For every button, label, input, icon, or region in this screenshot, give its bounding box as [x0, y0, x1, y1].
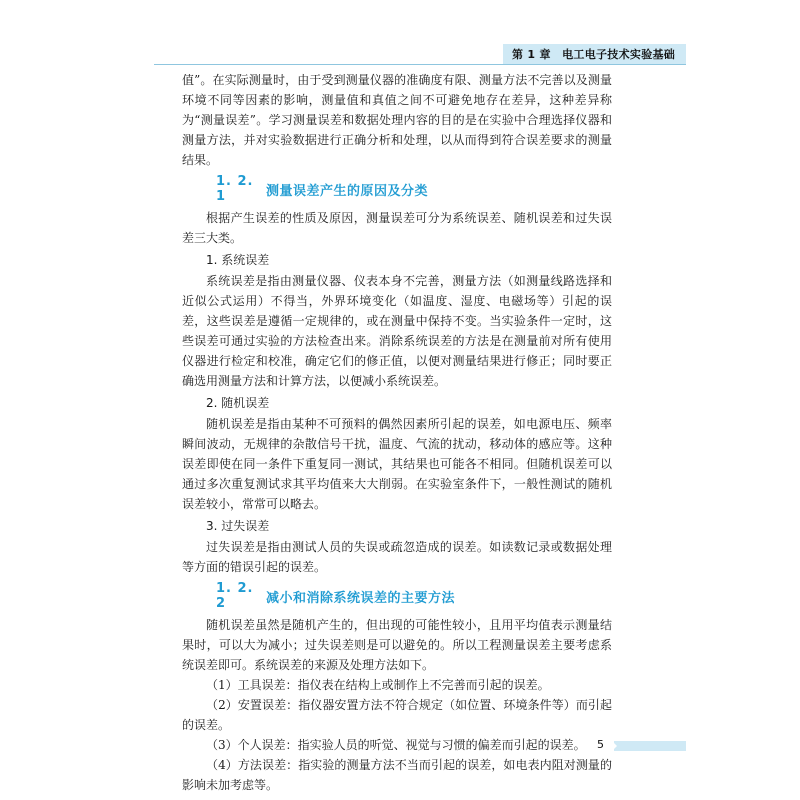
paragraph-gross-error: 过失误差是指由测试人员的失误或疏忽造成的误差。如读数记录或数据处理等方面的错误引起的误差。 [182, 540, 612, 574]
subheading-random-error: 2. 随机误差 [206, 396, 270, 410]
chapter-header: 第 1 章 电工电子技术实验基础 [512, 48, 676, 61]
section-heading-1-2-2 [182, 581, 612, 611]
list-item: （2）安置误差：指仪器安置方法不符合规定（如位置、环境条件等）而引起的误差。 [182, 698, 612, 732]
paragraph-random-error: 随机误差是指由某种不可预料的偶然因素所引起的误差，如电源电压、频率瞬间波动，无规律的杂散信号干扰，温度、气流的扰动，移动体的感应等。这种误差即使在同一条件下重复同一测试，其结果也可能各不相同。但随机误差可以通过多次重复测试求其平均值来大大削弱。在实验室条件下，一般性测试的随机误差较小，常常可以略去。 [182, 417, 612, 511]
section-number: 1. 2. 2 [216, 581, 254, 611]
subheading-systematic-error: 1. 系统误差 [206, 253, 270, 267]
page-body [182, 70, 612, 795]
footer-arrow-icon [612, 741, 617, 751]
section-number: 1. 2. 1 [216, 174, 254, 204]
intro-paragraph: 值”。在实际测量时，由于受到测量仪器的准确度有限、测量方法不完善以及测量环境不同等因素的影响，测量值和真值之间不可避免地存在差异，这种差异称为“测量误差”。学习测量误差和数据处理内容的目的是在实验中合理选择仪器和测量方法，并对实验数据进行正确分析和处理，以从而得到符合误差要求的测量结果。 [182, 73, 612, 167]
section-intro: 随机误差虽然是随机产生的，但出现的可能性较小，且用平均值表示测量结果时，可以大为减小；过失误差则是可以避免的。所以工程测量误差主要考虑系统误差即可。系统误差的来源及处理方法如下。 [182, 618, 612, 672]
page-number: 5 [597, 738, 604, 751]
subheading-gross-error: 3. 过失误差 [206, 519, 270, 533]
section-intro: 根据产生误差的性质及原因，测量误差可分为系统误差、随机误差和过失误差三大类。 [182, 211, 612, 245]
list-item: （1）工具误差：指仪表在结构上或制作上不完善而引起的误差。 [206, 678, 550, 692]
list-item: （3）个人误差：指实验人员的听觉、视觉与习惯的偏差而引起的误差。 [206, 738, 586, 752]
list-item: （4）方法误差：指实验的测量方法不当而引起的误差，如电表内阻对测量的影响未加考虑等。 [182, 758, 612, 792]
header-rule [154, 64, 686, 65]
section-title: 测量误差产生的原因及分类 [266, 183, 429, 199]
section-title: 减小和消除系统误差的主要方法 [266, 590, 456, 606]
section-heading-1-2-1 [182, 174, 612, 204]
footer-band [614, 741, 686, 751]
paragraph-systematic-error: 系统误差是指由测量仪器、仪表本身不完善，测量方法（如测量线路选择和近似公式运用）不得当，外界环境变化（如温度、湿度、电磁场等）引起的误差，这些误差是遵循一定规律的，或在测量中保持不变。当实验条件一定时，这些误差可通过实验的方法检查出来。消除系统误差的方法是在测量前对所有使用仪器进行检定和校准，确定它们的修正值，以便对测量结果进行修正；同时要正确选用测量方法和计算方法，以便减小系统误差。 [182, 274, 612, 388]
